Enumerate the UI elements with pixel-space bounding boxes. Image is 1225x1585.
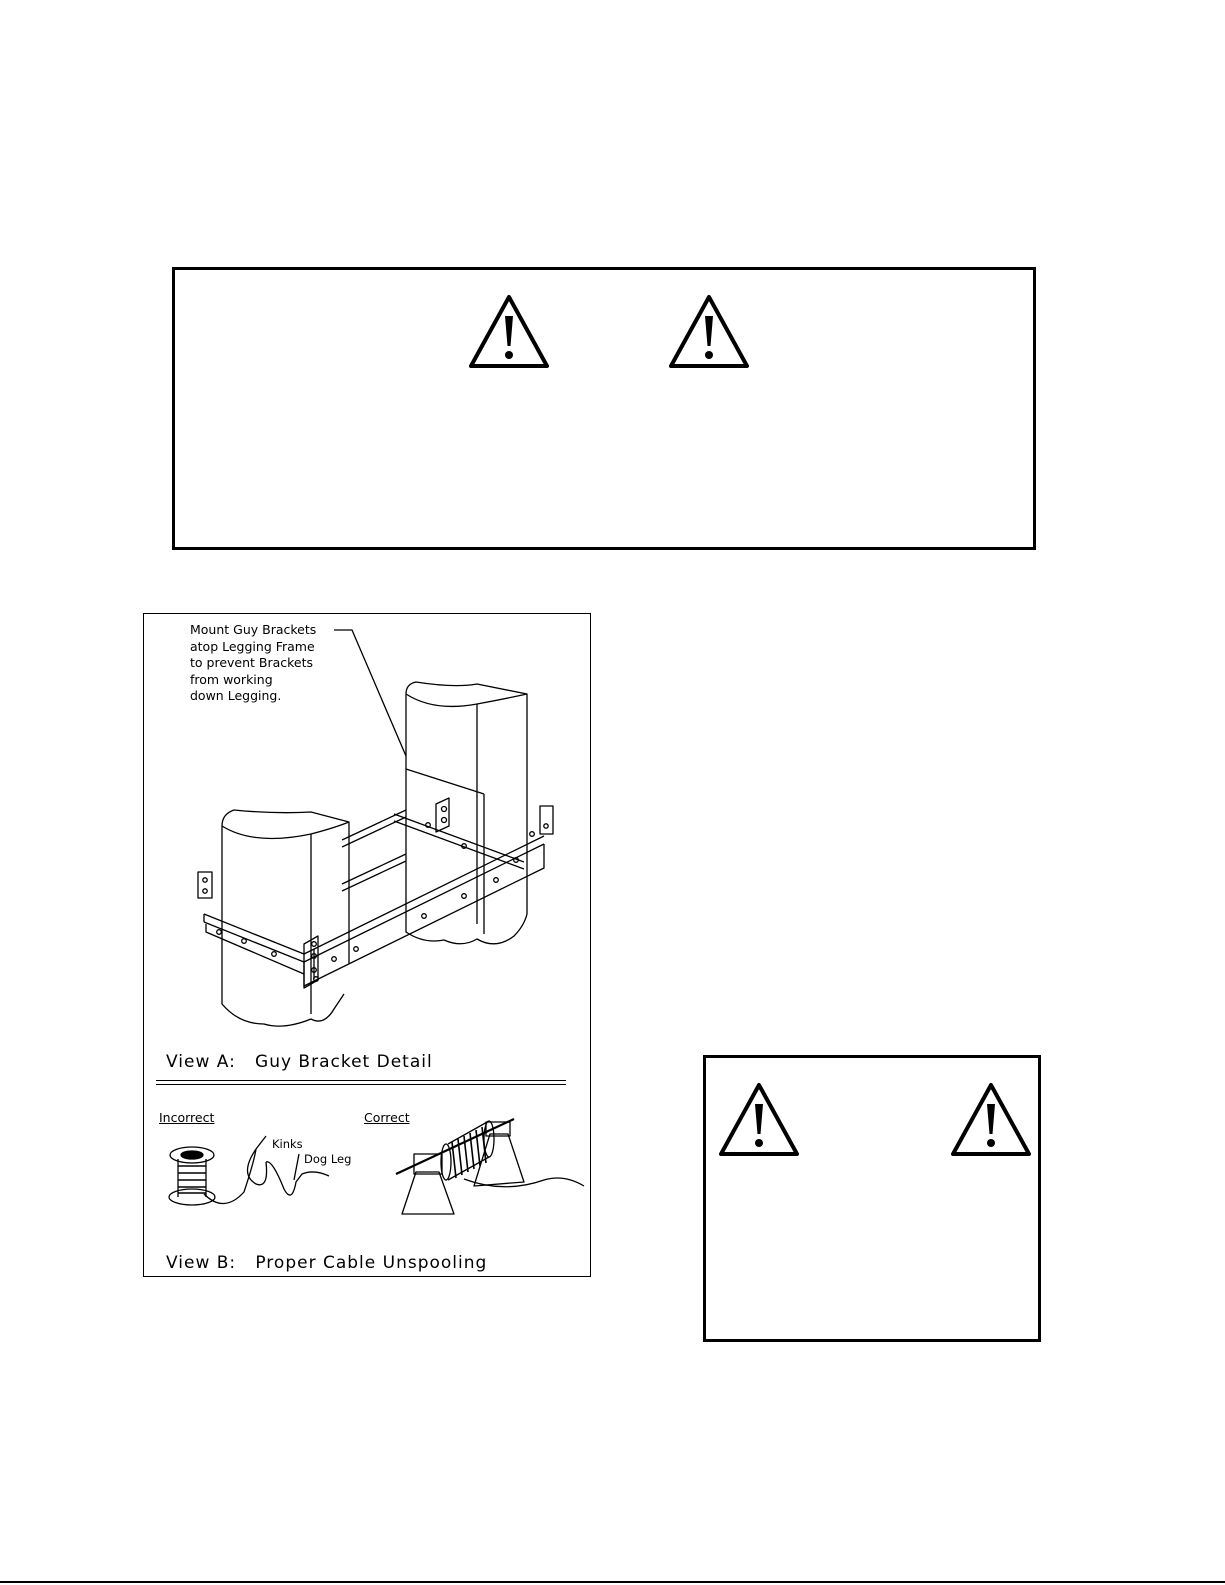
- callout-line-5: down Legging.: [190, 688, 282, 703]
- warning-icon: [718, 1082, 800, 1158]
- guy-bracket-figure: [143, 613, 591, 1277]
- callout-line-4: from working: [190, 671, 273, 687]
- kinks-label: Kinks: [272, 1137, 303, 1151]
- correct-label: Correct: [364, 1110, 410, 1125]
- incorrect-label: Incorrect: [159, 1110, 215, 1125]
- callout-line-1: Mount Guy Brackets: [190, 622, 317, 637]
- view-a-caption: View A: Guy Bracket Detail: [166, 1052, 433, 1072]
- footer-rule: [0, 1581, 1225, 1583]
- warning-box-small: [703, 1055, 1041, 1342]
- warning-icon: [468, 294, 550, 370]
- figure-divider: [156, 1080, 566, 1085]
- warning-icon: [950, 1082, 1032, 1158]
- warning-icon: [668, 294, 750, 370]
- warning-box-top: [172, 267, 1036, 550]
- dog-leg-label: Dog Leg: [304, 1152, 352, 1166]
- guy-bracket-callout: [190, 622, 316, 705]
- callout-line-3: to prevent Brackets: [190, 655, 314, 670]
- callout-line-2: atop Legging Frame: [190, 638, 315, 654]
- view-b-caption: View B: Proper Cable Unspooling: [166, 1253, 488, 1273]
- guy-bracket-drawing: [144, 614, 592, 1278]
